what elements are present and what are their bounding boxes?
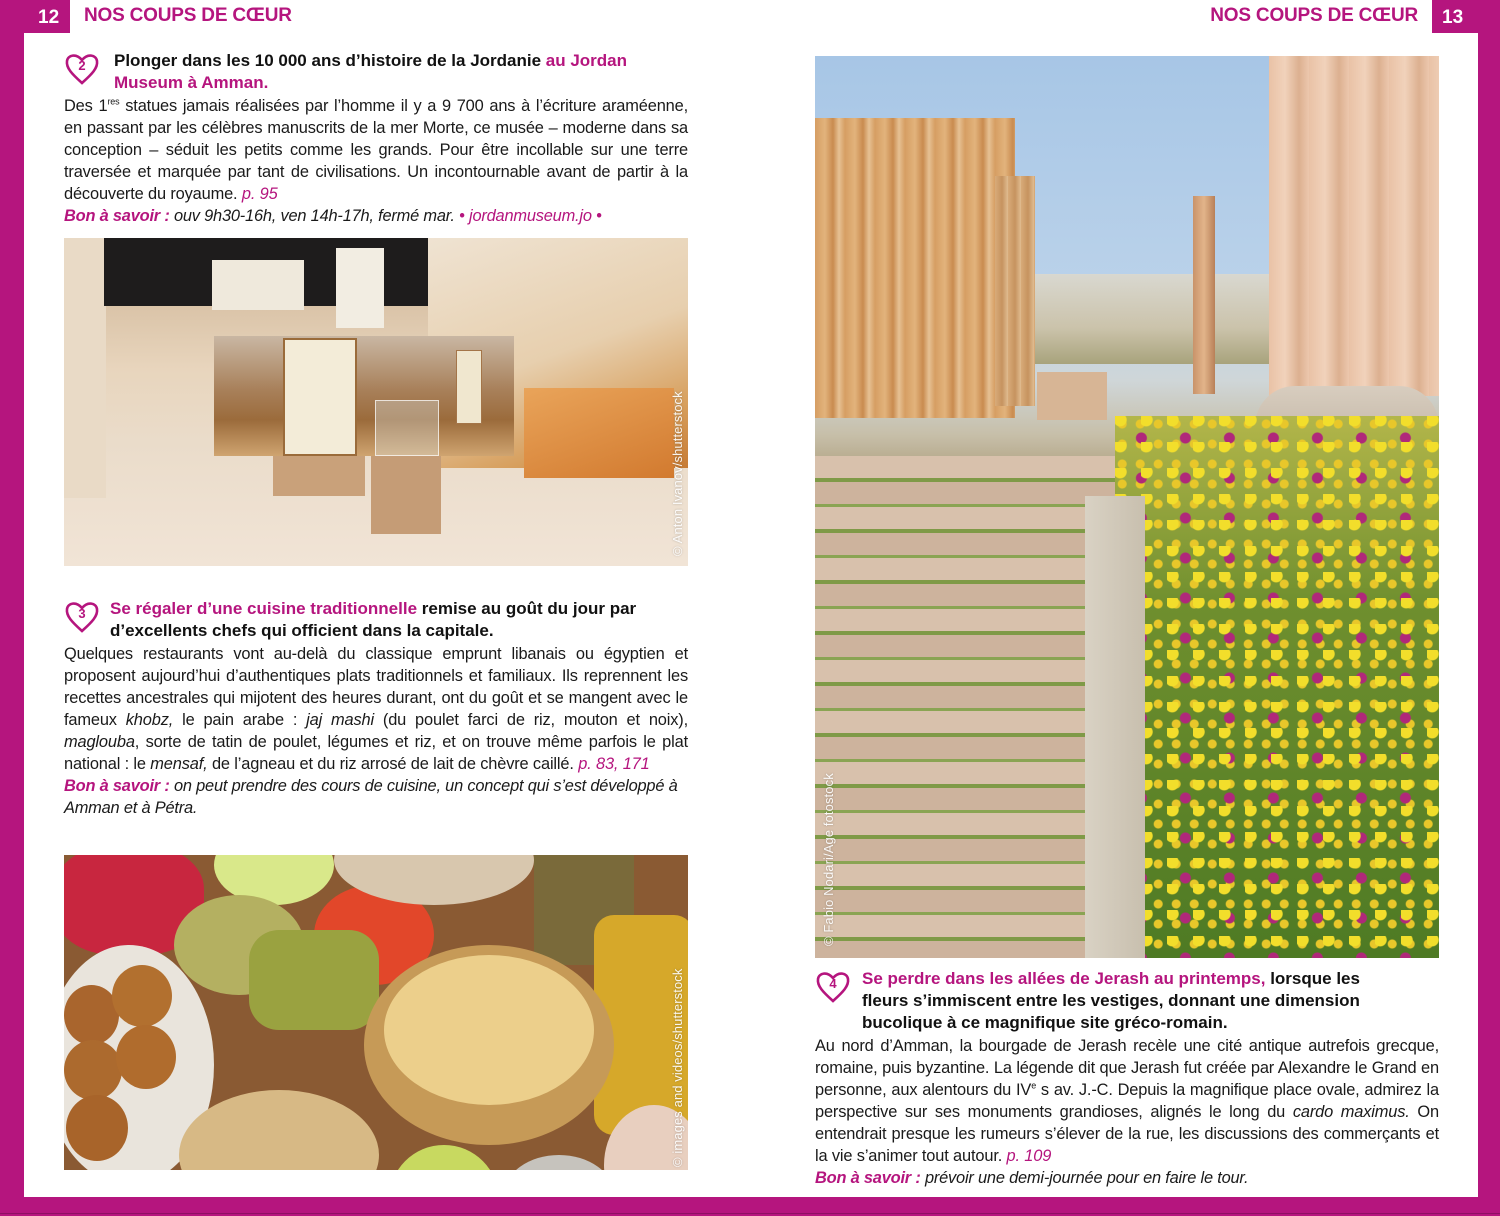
heading-highlight: Se régaler d’une cuisine traditionnelle <box>110 599 418 618</box>
page-number-right: 13 <box>1432 0 1500 33</box>
photo-credit: © images and videos/shutterstock <box>670 968 685 1167</box>
photo-detail <box>64 985 119 1045</box>
item-3 <box>64 598 688 819</box>
item-body <box>815 1035 1439 1167</box>
photo-detail <box>249 930 379 1030</box>
item-number: 3 <box>78 606 86 621</box>
page-number-left: 12 <box>0 0 70 33</box>
running-head-right: NOS COUPS DE CŒUR <box>1210 5 1418 26</box>
photo-detail <box>283 338 357 456</box>
body-italic: khobz, <box>125 711 174 729</box>
jerash-photo <box>815 56 1439 958</box>
body-text: Quelques restaurants vont au-delà du classique emprunt libanais ou égyptien et proposent aujourd’hui d’authentiques plats traditionnels et familiaux. Ils reprennent les recettes ancestrales qui mijotent des heures durant, ont du goût et se mangent avec le fameux <box>64 645 688 729</box>
museum-photo <box>64 238 688 566</box>
photo-detail <box>389 1145 499 1170</box>
running-head-left: NOS COUPS DE CŒUR <box>84 5 292 26</box>
body-text: On entendrait presque les rumeurs s’élever de la rue, les discussions des commerçants et la vie s’animer tout autour. <box>815 1103 1439 1165</box>
heading-text: remise au goût du jour par d’excellents chefs qui officient dans la capitale. <box>110 599 637 640</box>
photo-credit: © Anton Ivanov/shutterstock <box>670 391 685 556</box>
photo-detail <box>64 238 106 498</box>
body-text: de l’agneau et du riz arrosé de lait de chèvre caillé. <box>207 755 579 773</box>
item-heading <box>64 598 664 642</box>
photo-detail <box>273 456 365 496</box>
item-number: 2 <box>78 58 86 73</box>
photo-detail <box>64 1040 122 1100</box>
tip-text: ouv 9h30-16h, ven 14h-17h, fermé mar. <box>169 207 460 225</box>
photo-credit: © Fabio Nodari/Age fotostock <box>821 773 836 946</box>
photo-detail <box>504 1155 614 1170</box>
photo-detail <box>66 1095 128 1161</box>
photo-detail <box>995 176 1035 406</box>
superscript: res <box>107 96 120 107</box>
item-number: 4 <box>829 976 837 991</box>
photo-detail <box>815 118 1015 418</box>
website-link[interactable]: • jordanmuseum.jo • <box>459 207 602 225</box>
tip-text: on peut prendre des cours de cuisine, un concept qui s’est développé à Amman et à Pétra. <box>64 777 678 817</box>
right-margin-bar <box>1478 0 1500 1216</box>
photo-detail <box>371 456 441 534</box>
photo-detail <box>116 1025 176 1089</box>
tip-line <box>815 1167 1439 1189</box>
page-reference[interactable]: p. 83, 171 <box>578 755 650 773</box>
body-italic: cardo maximus. <box>1292 1103 1410 1121</box>
photo-detail <box>212 260 304 310</box>
photo-detail <box>1037 372 1107 420</box>
page-reference[interactable]: p. 95 <box>241 185 278 203</box>
photo-detail <box>112 965 172 1027</box>
body-text: , sorte de tatin de poulet, légumes et riz, et on trouve même parfois le plat national : le <box>64 733 688 773</box>
photo-detail <box>336 248 384 328</box>
photo-detail <box>375 400 439 456</box>
heading-highlight: Se perdre dans les allées de Jerash au printemps, <box>862 969 1266 988</box>
item-4 <box>815 968 1439 1189</box>
item-body <box>64 95 688 205</box>
heading-highlight: au Jordan Museum à Amman. <box>114 51 628 92</box>
tip-line <box>64 205 688 227</box>
bottom-margin-bar <box>0 1197 1500 1216</box>
food-photo <box>64 855 688 1170</box>
tip-label: Bon à savoir : <box>64 207 170 225</box>
photo-detail <box>1269 56 1439 396</box>
body-italic: mensaf, <box>150 755 208 773</box>
item-heading <box>64 50 664 94</box>
photo-detail <box>456 350 482 424</box>
photo-detail <box>524 388 674 478</box>
tip-label: Bon à savoir : <box>64 777 170 795</box>
body-text: le pain arabe : <box>173 711 307 729</box>
body-text: Au nord d’Amman, la bourgade de Jerash recèle une cité antique autrefois grecque, romaine, puis byzantine. La légende dit que Jerash fut créée par Alexandre le Grand en personne, aux alentours du IV <box>815 1037 1439 1099</box>
item-2 <box>64 50 688 227</box>
heading-text: lorsque les fleurs s’immiscent entre les vestiges, donnant une dimension bucolique à ce magnifique site gréco-romain. <box>862 969 1360 1032</box>
photo-detail <box>384 955 594 1105</box>
photo-detail <box>1085 496 1145 958</box>
photo-detail <box>1010 274 1280 364</box>
body-italic: jaj mashi <box>306 711 374 729</box>
superscript: e <box>1031 1080 1037 1091</box>
item-body <box>64 643 688 775</box>
body-italic: maglouba <box>64 733 135 751</box>
tip-label: Bon à savoir : <box>815 1169 921 1187</box>
body-text: Des 1 <box>64 97 108 115</box>
body-text: (du poulet farci de riz, mouton et noix), <box>374 711 688 729</box>
photo-detail <box>1193 196 1215 394</box>
page-reference[interactable]: p. 109 <box>1006 1147 1052 1165</box>
item-heading <box>815 968 1405 1034</box>
heading-text: Plonger dans les 10 000 ans d’histoire de la Jordanie <box>114 51 546 70</box>
tip-line <box>64 775 688 819</box>
body-text: statues jamais réalisées par l’homme il y a 9 700 ans à l’écriture araméenne, en passant par les célèbres manuscrits de la mer Morte, ce musée – moderne dans sa conception – séduit les petits comme les grands. Pour être incollable sur une terre traversée et marquée par tant de civilisations. Un incontournable avant de partir à la découverte du royaume. <box>64 97 688 203</box>
photo-detail <box>1115 416 1439 958</box>
tip-text: prévoir une demi-journée pour en faire le tour. <box>920 1169 1249 1187</box>
left-margin-bar <box>0 0 24 1216</box>
body-text: s av. J.-C. Depuis la magnifique place ovale, admirez la perspective sur ses monuments grandioses, alignés le long du <box>815 1081 1440 1121</box>
photo-detail <box>815 456 1115 958</box>
